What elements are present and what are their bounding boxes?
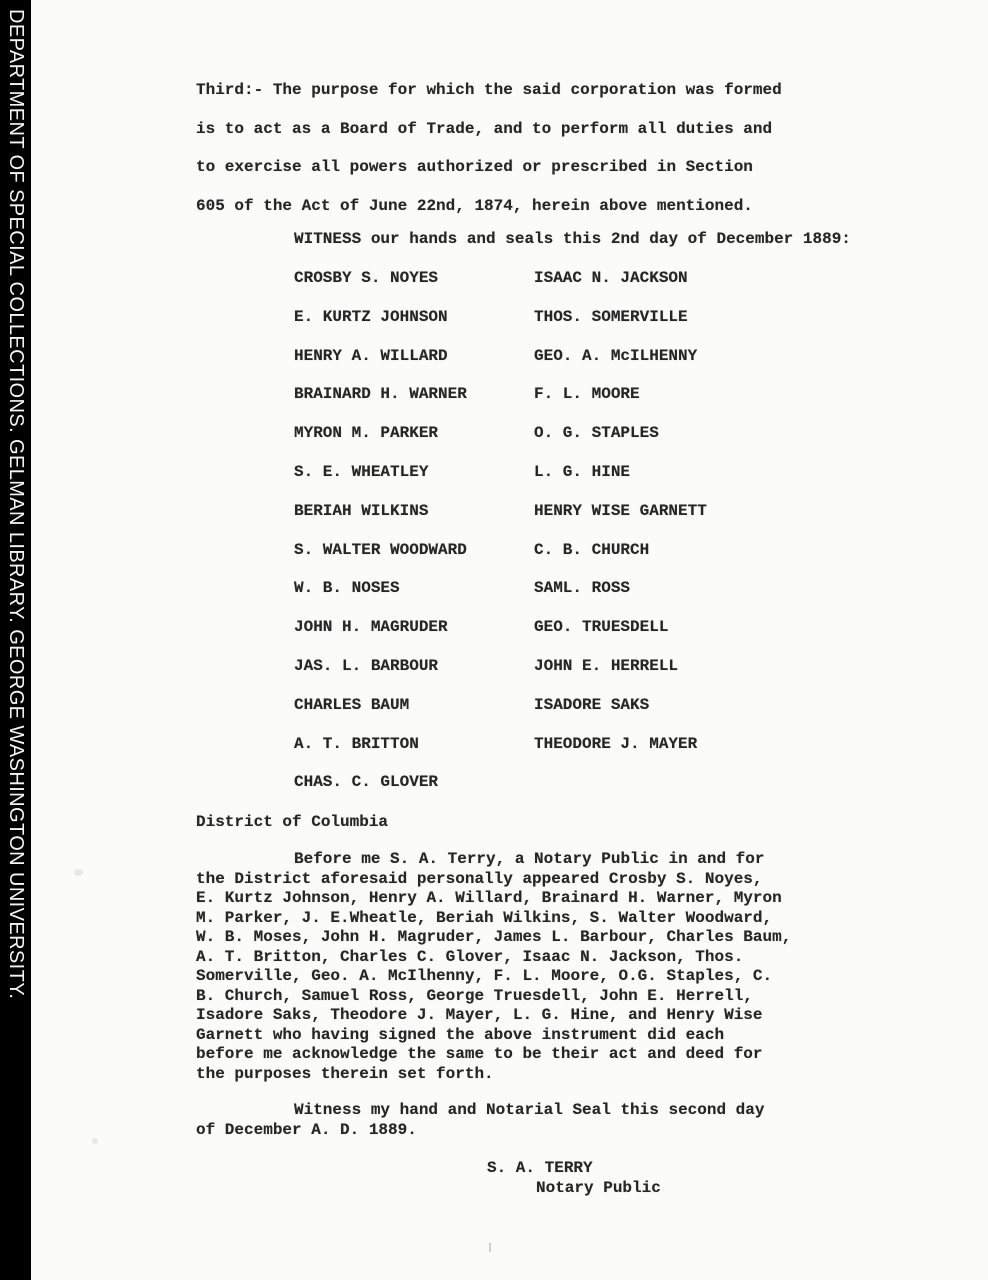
- purpose-paragraph: [196, 71, 782, 226]
- paragraph-line: the purposes therein set forth.: [196, 1065, 494, 1084]
- signatory-name: CHARLES BAUM: [294, 695, 410, 714]
- paragraph-line: Garnett who having signed the above instrument did each: [196, 1025, 725, 1044]
- scan-smudge-artifact: [74, 869, 83, 876]
- signatory-name: CHAS. C. GLOVER: [294, 773, 439, 792]
- paragraph-line: 605 of the Act of June 22nd, 1874, herein above mentioned.: [196, 197, 753, 216]
- signatories-left-column: [294, 259, 467, 802]
- signatory-name: THEODORE J. MAYER: [534, 734, 698, 753]
- witness-statement: WITNESS our hands and seals this 2nd day of December 1889:: [294, 230, 851, 248]
- signatory-name: JAS. L. BARBOUR: [294, 656, 439, 675]
- signatory-name: CROSBY S. NOYES: [294, 269, 439, 287]
- scan-tick-artifact: [489, 1243, 491, 1252]
- signatory-name: W. B. NOSES: [294, 579, 400, 598]
- signatory-name: MYRON M. PARKER: [294, 424, 439, 443]
- paragraph-line: B. Church, Samuel Ross, George Truesdell, John E. Herrell,: [196, 986, 753, 1005]
- notary-acknowledgment-paragraph: [196, 850, 791, 1085]
- paragraph-line: of December A. D. 1889.: [196, 1120, 417, 1139]
- signatory-name: S. E. WHEATLEY: [294, 462, 429, 481]
- signatory-name: HENRY A. WILLARD: [294, 346, 448, 365]
- paragraph-line: is to act as a Board of Trade, and to perform all duties and: [196, 119, 773, 138]
- signatory-name: BRAINARD H. WARNER: [294, 385, 467, 404]
- library-stamp-banner: [0, 0, 31, 1280]
- signatory-name: C. B. CHURCH: [534, 540, 650, 559]
- signatory-name: JOHN H. MAGRUDER: [294, 618, 448, 637]
- notary-signature-name: S. A. TERRY: [487, 1159, 593, 1177]
- signatory-name: THOS. SOMERVILLE: [534, 307, 688, 326]
- paragraph-line: the District aforesaid personally appeared Crosby S. Noyes,: [196, 869, 763, 888]
- paragraph-line: Witness my hand and Notarial Seal this second day: [294, 1101, 765, 1119]
- paragraph-line: Isadore Saks, Theodore J. Mayer, L. G. Hine, and Henry Wise: [196, 1006, 763, 1025]
- library-stamp-text: DEPARTMENT OF SPECIAL COLLECTIONS. GELMAN LIBRARY. GEORGE WASHINGTON UNIVERSITY.: [5, 9, 27, 1000]
- signatory-name: ISADORE SAKS: [534, 695, 650, 714]
- signatories-right-column: [534, 259, 707, 763]
- paragraph-line: M. Parker, J. E.Wheatle, Beriah Wilkins, S. Walter Woodward,: [196, 908, 773, 927]
- paragraph-line: to exercise all powers authorized or prescribed in Section: [196, 158, 753, 177]
- signatory-name: GEO. A. McILHENNY: [534, 346, 698, 365]
- paragraph-line: A. T. Britton, Charles C. Glover, Isaac N. Jackson, Thos.: [196, 947, 744, 966]
- paragraph-line: before me acknowledge the same to be their act and deed for: [196, 1045, 763, 1064]
- signatory-name: SAML. ROSS: [534, 579, 631, 598]
- paragraph-line: E. Kurtz Johnson, Henry A. Willard, Brainard H. Warner, Myron: [196, 889, 782, 908]
- signatory-name: O. G. STAPLES: [534, 424, 659, 443]
- signatory-name: GEO. TRUESDELL: [534, 618, 669, 637]
- scan-smudge-artifact: [92, 1138, 98, 1144]
- closing-statement: [196, 1101, 764, 1140]
- paragraph-line: W. B. Moses, John H. Magruder, James L. Barbour, Charles Baum,: [196, 928, 792, 947]
- signatory-name: BERIAH WILKINS: [294, 501, 429, 520]
- paragraph-line: Before me S. A. Terry, a Notary Public in and for: [294, 850, 765, 868]
- paragraph-line: Third:- The purpose for which the said corporation was formed: [196, 81, 782, 99]
- jurisdiction-heading: District of Columbia: [196, 813, 389, 831]
- signatory-name: HENRY WISE GARNETT: [534, 501, 707, 520]
- paragraph-line: Somerville, Geo. A. McIlhenny, F. L. Moore, O.G. Staples, C.: [196, 967, 773, 986]
- signatory-name: E. KURTZ JOHNSON: [294, 307, 448, 326]
- signatory-name: A. T. BRITTON: [294, 734, 419, 753]
- signatory-name: F. L. MOORE: [534, 385, 640, 404]
- signatory-name: L. G. HINE: [534, 462, 631, 481]
- signatory-name: ISAAC N. JACKSON: [534, 269, 688, 287]
- notary-signature-title: Notary Public: [536, 1179, 661, 1197]
- signatory-name: JOHN E. HERRELL: [534, 656, 679, 675]
- signatory-name: S. WALTER WOODWARD: [294, 540, 467, 559]
